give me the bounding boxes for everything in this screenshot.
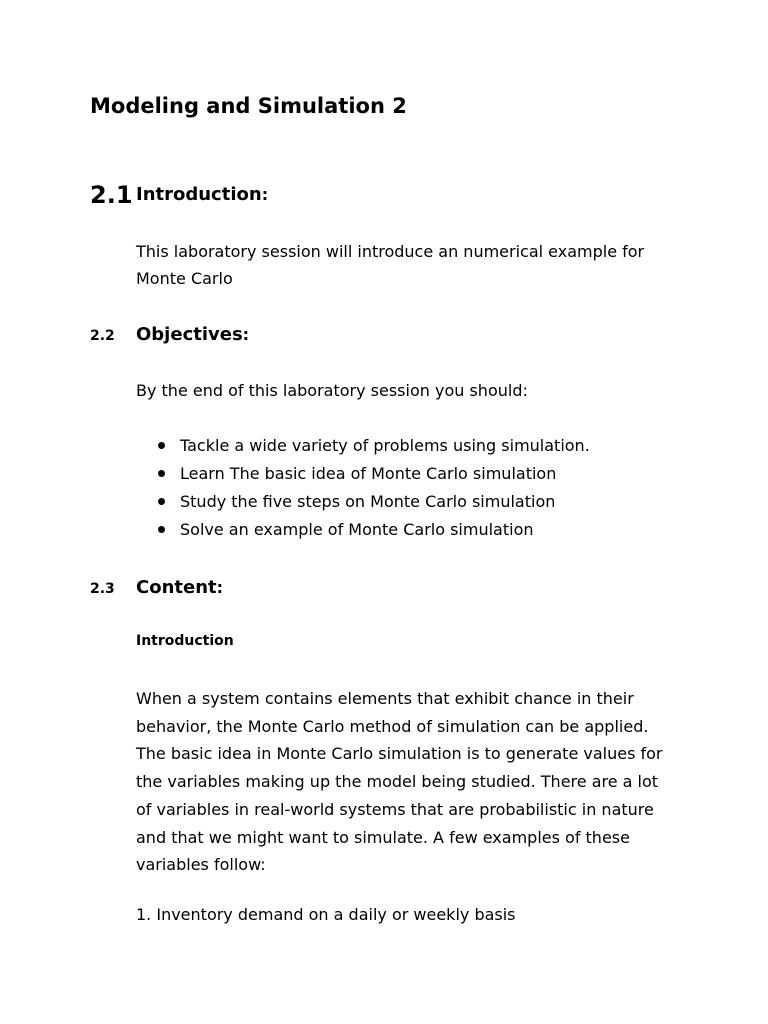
intro-line-2: Monte Carlo [136,269,233,288]
paragraph-line: When a system contains elements that exhibit chance in their [136,689,634,708]
objectives-list [158,432,590,544]
bullet-icon [158,526,165,533]
section-number-2-2: 2.2 [90,328,115,344]
section-colon: : [261,185,269,204]
objectives-lead: By the end of this laboratory session you should: [136,381,528,400]
document-title: Modeling and Simulation 2 [90,94,407,118]
bullet-icon [158,442,165,449]
list-item-text: Solve an example of Monte Carlo simulation [180,520,534,539]
numbered-list-item-1: 1. Inventory demand on a daily or weekly basis [136,905,516,924]
paragraph-line: of variables in real-world systems that are probabilistic in nature [136,799,654,819]
bullet-icon [158,470,165,477]
list-item-text: Study the five steps on Monte Carlo simulation [180,492,556,511]
bullet-icon [158,498,165,505]
paragraph-line: behavior, the Monte Carlo method of simulation can be applied. [136,716,649,736]
section-heading-content [136,577,223,598]
content-subheading: Introduction [136,633,234,649]
list-item [158,488,590,516]
list-item [158,432,590,460]
section-colon: : [242,325,250,344]
list-item-text: Tackle a wide variety of problems using simulation. [180,436,590,455]
paragraph-line: The basic idea in Monte Carlo simulation is to generate values for [136,744,663,764]
intro-line-1: This laboratory session will introduce an numerical example for [136,242,645,261]
section-heading-introduction [136,184,268,205]
section-heading-objectives [136,324,249,345]
paragraph-line: the variables making up the model being studied. There are a lot [136,772,659,792]
section-number-2-1: 2.1 [90,181,133,209]
paragraph-line: and that we might want to simulate. A few examples of these [136,827,630,847]
section-title: Content [136,577,217,598]
section-colon: : [216,578,224,597]
section-number-2-3: 2.3 [90,581,115,597]
section-title: Introduction [136,184,262,205]
list-item-text: Learn The basic idea of Monte Carlo simulation [180,464,557,483]
section-title: Objectives [136,324,243,345]
list-item [158,516,590,544]
list-item [158,460,590,488]
content-paragraph [136,685,696,879]
paragraph-line: variables follow: [136,855,266,875]
